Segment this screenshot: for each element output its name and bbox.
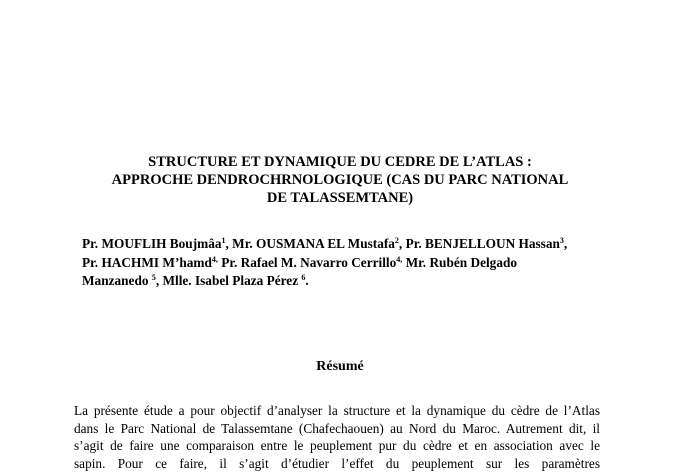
title-line: APPROCHE DENDROCHRNOLOGIQUE (CAS DU PARC NATIONAL <box>111 172 569 188</box>
abstract-line: sapin. Pour ce faire, il s’agit d’étudier l’effet du peuplement sur les paramètres <box>74 455 600 471</box>
author-line <box>82 272 602 291</box>
author-name: Mr. Rubén Delgado <box>402 254 518 270</box>
author-name: Pr. HACHMI M’hamd <box>82 254 212 270</box>
affiliation-marker: 4, <box>211 254 218 264</box>
author-name: , Mlle. Isabel Plaza Pérez <box>155 273 302 288</box>
author-name: Pr. Rafael M. Navarro Cerrillo <box>217 254 397 270</box>
abstract-line: s’agit de faire une comparaison entre le peuplement pur du cèdre et en association avec le <box>74 438 600 454</box>
author-list <box>82 235 602 291</box>
author-separator: . <box>305 273 309 288</box>
author-name: , Mr. OUSMANA EL Mustafa <box>225 236 395 251</box>
affiliation-marker: 2 <box>394 236 399 245</box>
abstract-body <box>74 402 600 472</box>
affiliation-marker: 1 <box>221 236 226 245</box>
affiliation-marker: 6 <box>301 273 306 282</box>
title-line: STRUCTURE ET DYNAMIQUE DU CEDRE DE L’ATLAS : <box>148 154 532 170</box>
author-line <box>82 235 602 254</box>
affiliation-marker: 4, <box>396 254 403 264</box>
abstract-line: La présente étude a pour objectif d’analyser la structure et la dynamique du cèdre de l’Atlas <box>74 403 600 418</box>
author-name: , Pr. BENJELLOUN Hassan <box>398 236 560 251</box>
author-separator: , <box>563 236 568 251</box>
affiliation-marker: 5 <box>151 273 156 282</box>
affiliation-marker: 3 <box>559 236 564 245</box>
abstract-heading: Résumé <box>316 359 364 374</box>
author-name: Manzanedo <box>82 273 152 288</box>
paper-title <box>100 153 580 207</box>
author-line <box>82 254 602 273</box>
abstract-line: dans le Parc National de Talassemtane (Chafechaouen) au Nord du Maroc. Autrement dit, il <box>74 420 600 436</box>
title-line: DE TALASSEMTANE) <box>266 190 414 206</box>
author-name: Pr. MOUFLIH Boujmâa <box>82 236 222 251</box>
